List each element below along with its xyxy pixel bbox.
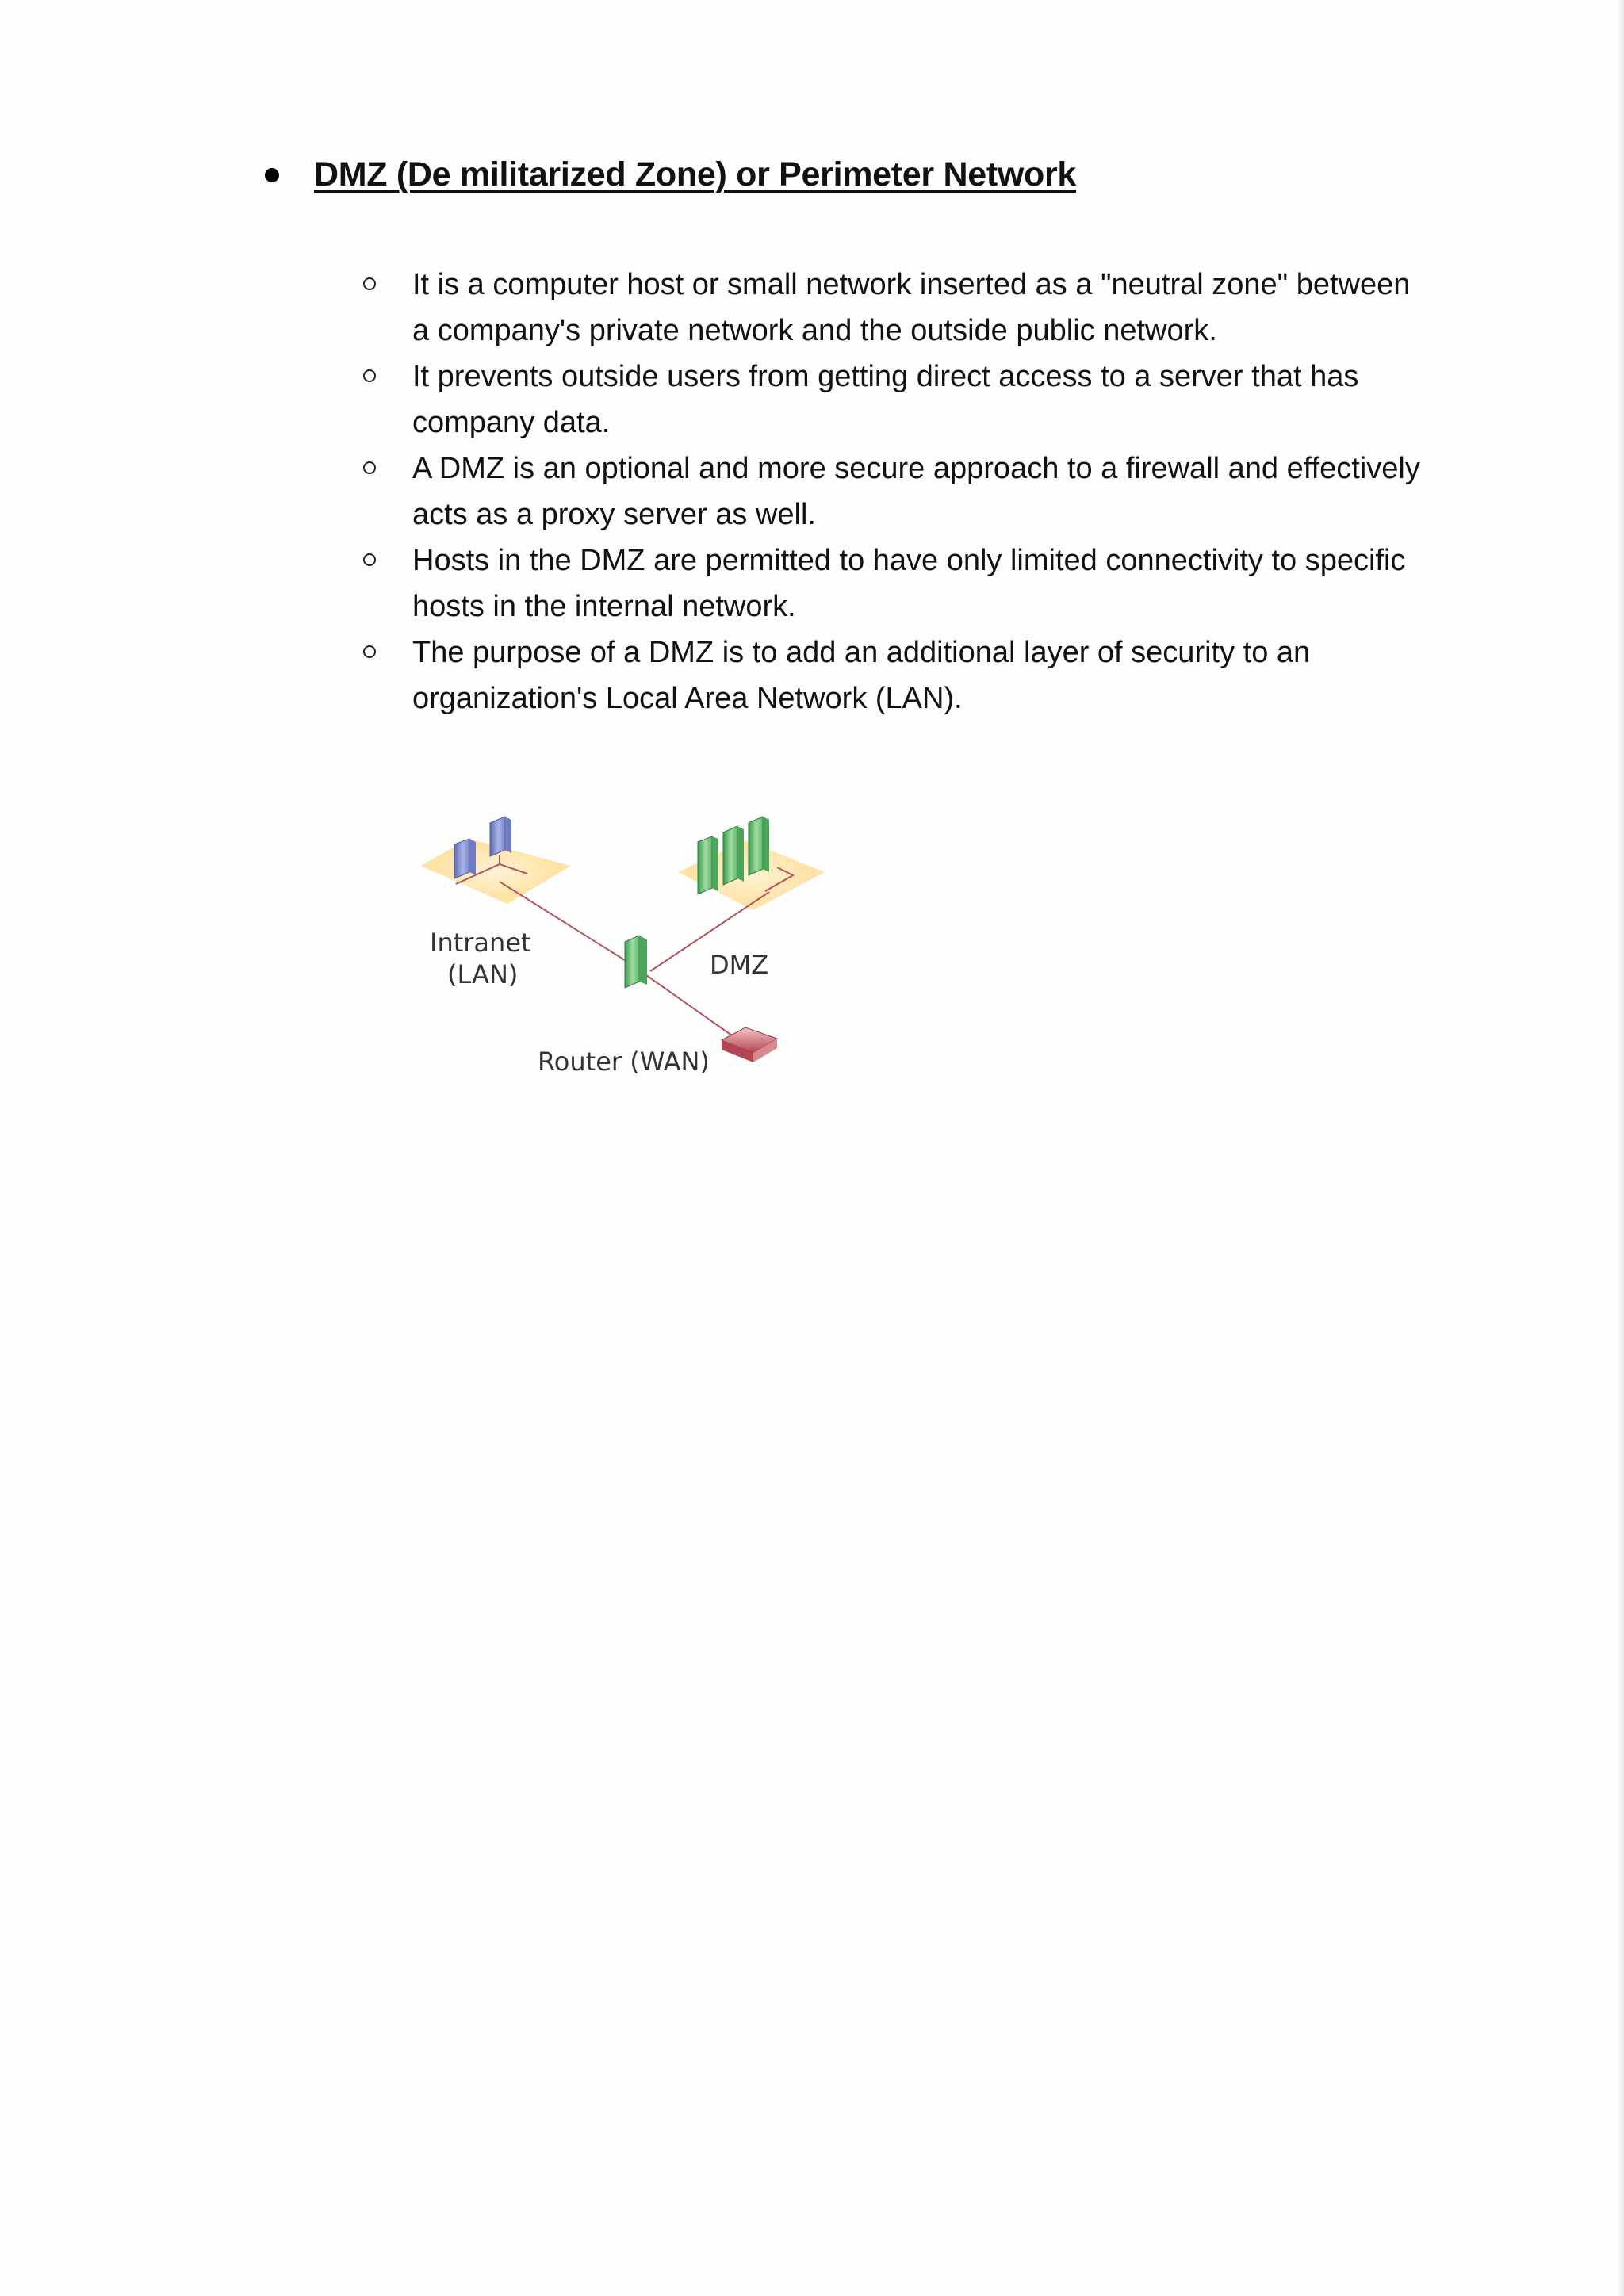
list-item-text: A DMZ is an optional and more secure approach to a firewall and effectively acts as a proxy server as well. <box>412 452 1420 531</box>
router-label: Router (WAN) <box>538 1047 710 1077</box>
hollow-bullet-icon <box>363 645 376 658</box>
dmz-label: DMZ <box>710 950 769 980</box>
hollow-bullet-icon <box>363 277 376 290</box>
page-edge-shadow <box>1616 0 1624 2296</box>
dmz-network-diagram <box>412 809 856 1078</box>
intranet-label: Intranet <box>430 928 531 958</box>
list-item-text: It prevents outside users from getting direct access to a server that has company data. <box>412 360 1359 439</box>
list-item-text: It is a computer host or small network inserted as a "neutral zone" between a company's private network and the outside public network. <box>412 268 1411 347</box>
list-item-text: Hosts in the DMZ are permitted to have only limited connectivity to specific hosts in the internal network. <box>412 544 1406 623</box>
list-item-text: The purpose of a DMZ is to add an additional layer of security to an organization's Local Area Network (LAN). <box>412 636 1311 715</box>
lan-host-icon <box>454 839 476 878</box>
section-heading <box>265 155 1076 194</box>
bullet-list <box>363 262 1434 721</box>
list-item <box>363 538 1434 629</box>
list-item <box>363 446 1434 538</box>
lan-host-icon <box>490 817 511 856</box>
bullet-icon <box>265 168 279 182</box>
list-item <box>363 354 1434 446</box>
hollow-bullet-icon <box>363 369 376 382</box>
lan-link-line <box>500 882 642 971</box>
wan-link-line <box>646 975 745 1045</box>
lan-label: (LAN) <box>447 959 519 989</box>
list-item <box>363 262 1434 354</box>
hollow-bullet-icon <box>363 553 376 566</box>
router-icon <box>722 1027 777 1062</box>
firewall-icon <box>625 936 647 988</box>
section-title: DMZ (De militarized Zone) or Perimeter Network <box>314 155 1077 193</box>
dmz-server-icon <box>698 836 718 894</box>
dmz-zone <box>678 817 825 910</box>
dmz-server-icon <box>749 817 769 875</box>
dmz-server-icon <box>723 826 744 885</box>
intranet-zone <box>420 817 571 904</box>
hollow-bullet-icon <box>363 461 376 474</box>
list-item <box>363 629 1434 721</box>
